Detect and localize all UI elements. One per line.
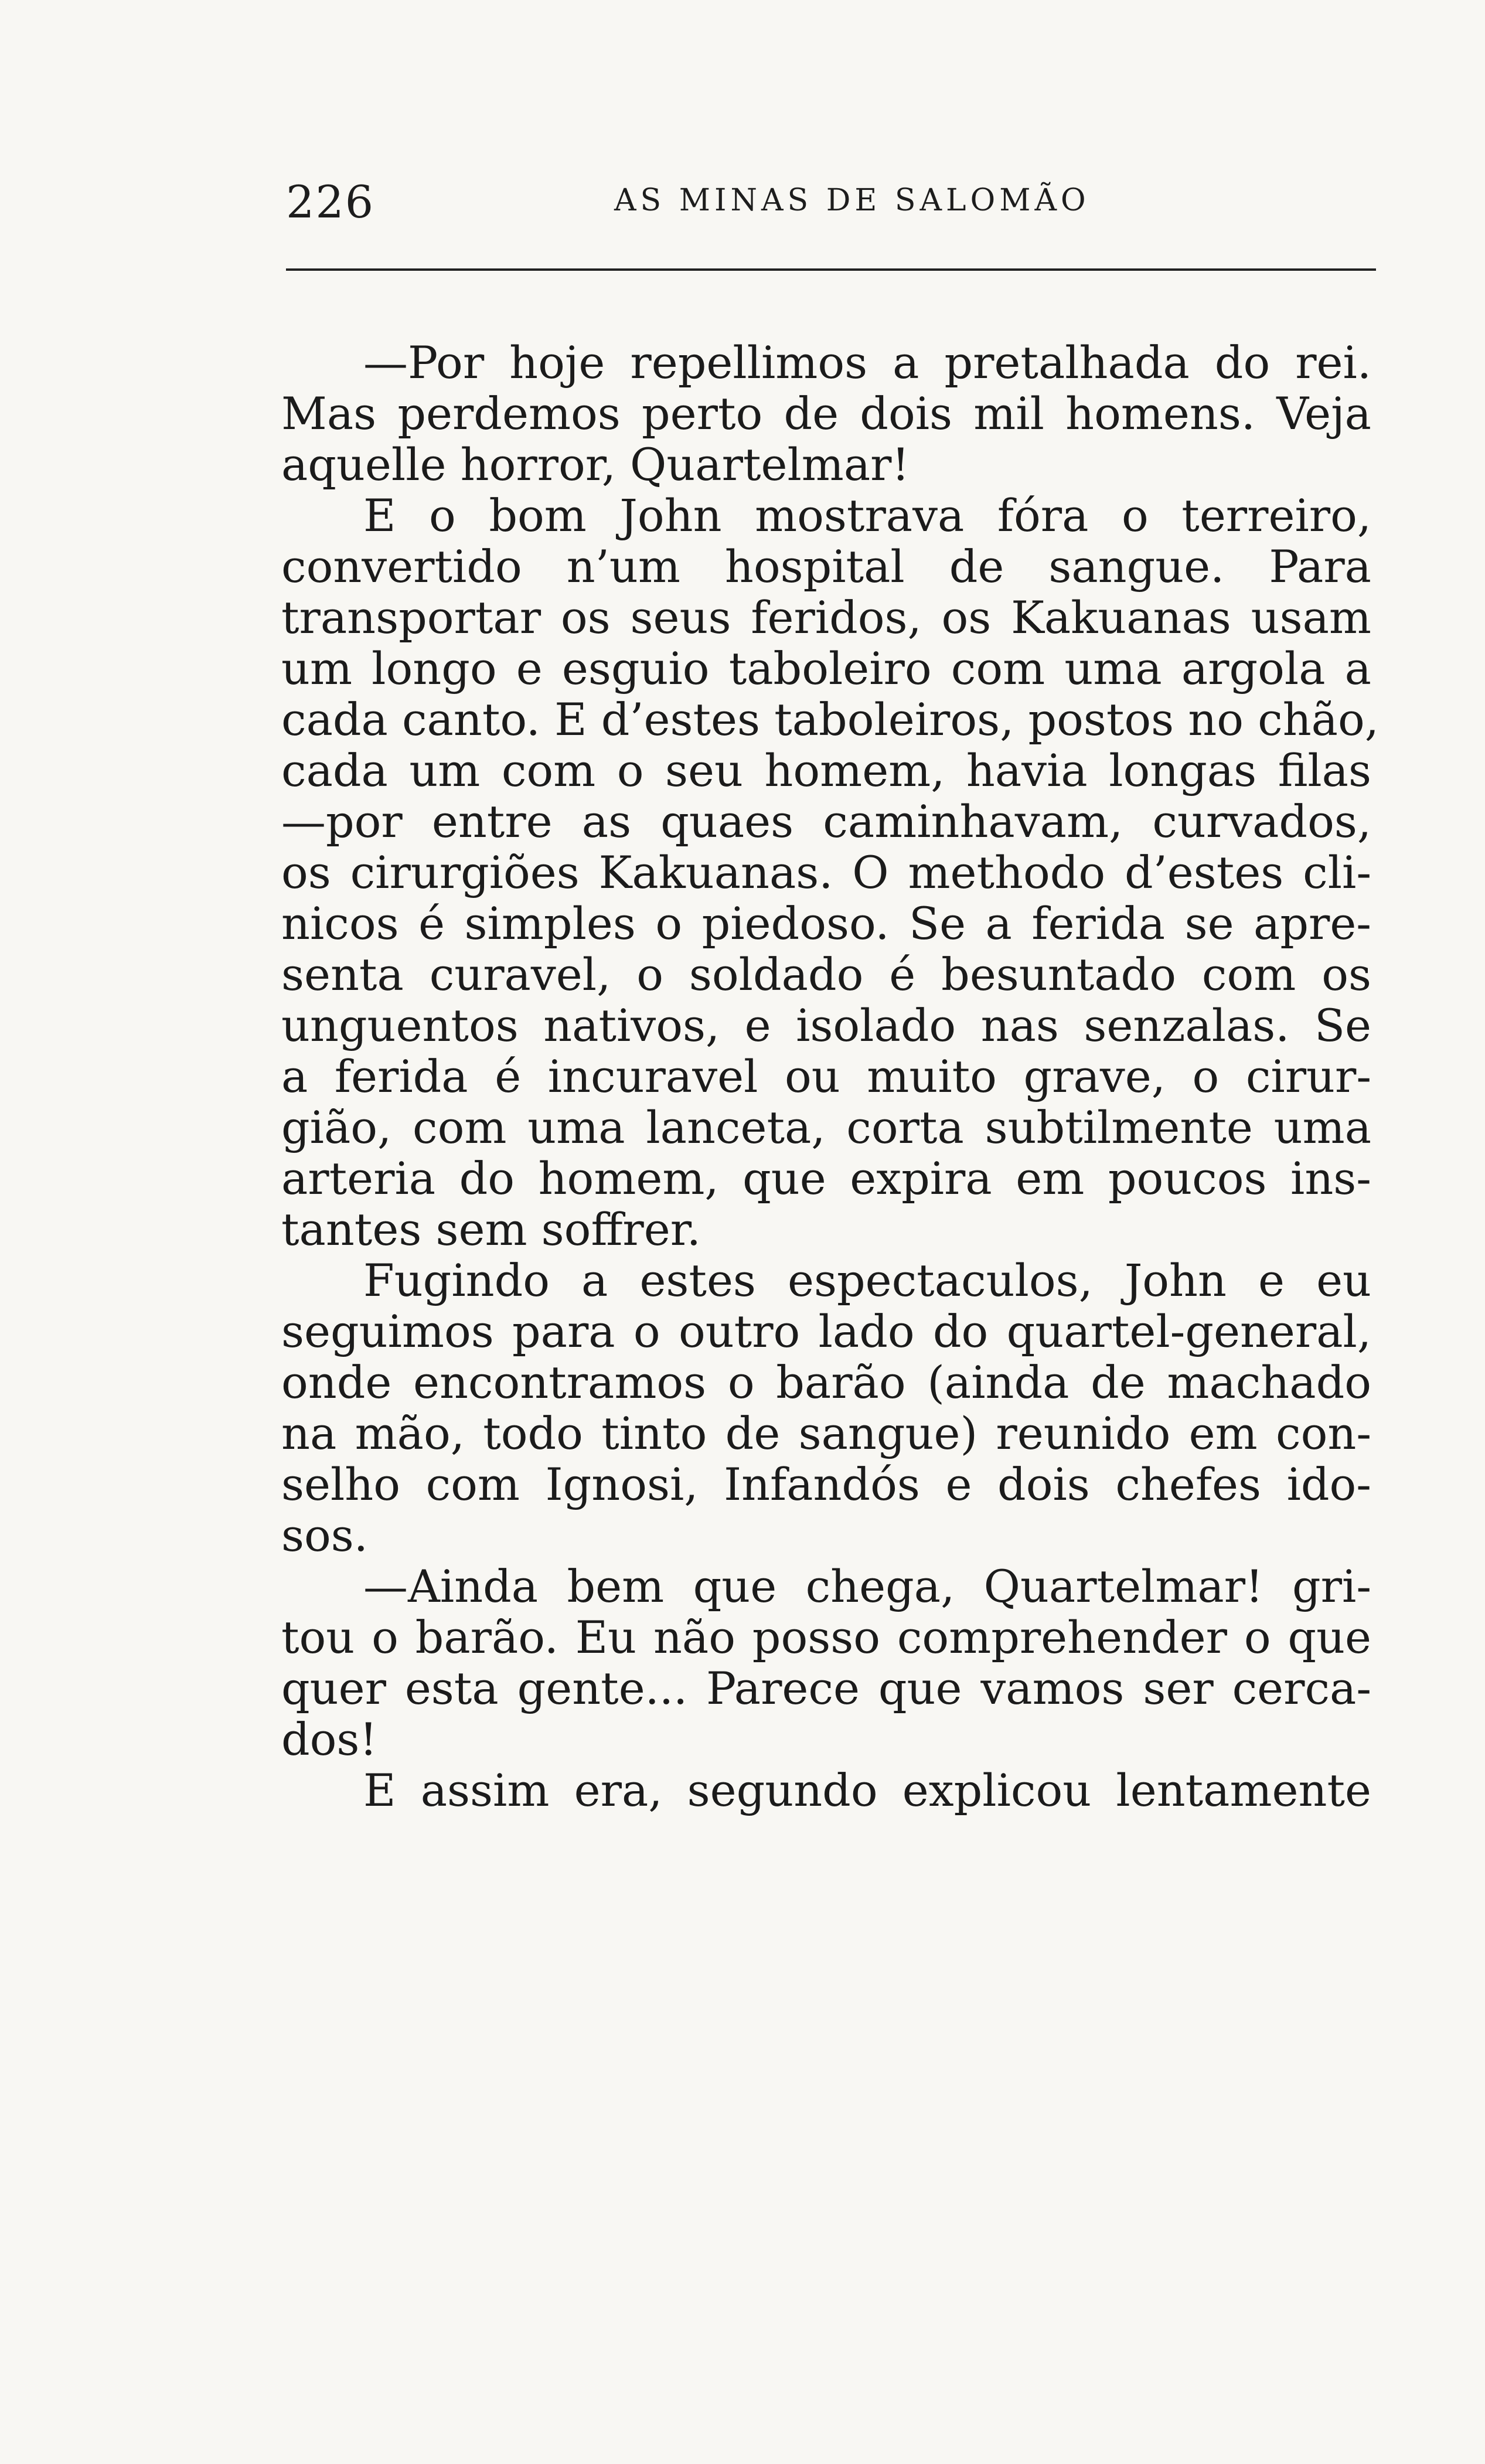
text-line: nicos é simples o piedoso. Se a ferida se apre- bbox=[281, 897, 1371, 949]
page-number: 226 bbox=[286, 176, 375, 228]
text-line: transportar os seus feridos, os Kakuanas usam bbox=[281, 591, 1371, 644]
text-line: a ferida é incuravel ou muito grave, o cirur- bbox=[281, 1050, 1371, 1102]
text-line: —Por hoje repellimos a pretalhada do rei. bbox=[363, 336, 1371, 389]
text-line: E assim era, segundo explicou lentamente bbox=[363, 1764, 1371, 1816]
text-line: cada canto. E d’estes taboleiros, postos no chão, bbox=[281, 693, 1379, 746]
page-header bbox=[286, 176, 1376, 229]
text-line: arteria do homem, que expira em poucos ins- bbox=[281, 1152, 1371, 1204]
text-line: seguimos para o outro lado do quartel-general, bbox=[281, 1305, 1371, 1357]
text-line: —Ainda bem que chega, Quartelmar! gri- bbox=[363, 1560, 1371, 1612]
text-line: na mão, todo tinto de sangue) reunido em con- bbox=[281, 1407, 1371, 1459]
running-title: AS MINAS DE SALOMÃO bbox=[614, 183, 1090, 218]
text-line: cada um com o seu homem, havia longas filas bbox=[281, 744, 1371, 797]
text-line: aquelle horror, Quartelmar! bbox=[281, 438, 910, 491]
text-line: dos! bbox=[281, 1713, 377, 1765]
text-line: senta curavel, o soldado é besuntado com os bbox=[281, 948, 1371, 1000]
text-line: selho com Ignosi, Infandós e dois chefes ido- bbox=[281, 1458, 1371, 1510]
body-text bbox=[281, 336, 1379, 1816]
text-line: um longo e esguio taboleiro com uma argola a bbox=[281, 642, 1371, 695]
text-line: tantes sem soffrer. bbox=[281, 1203, 701, 1255]
text-line: unguentos nativos, e isolado nas senzalas. Se bbox=[281, 999, 1371, 1051]
text-line: convertido n’um hospital de sangue. Para bbox=[281, 540, 1371, 593]
text-line: quer esta gente... Parece que vamos ser cerca- bbox=[281, 1662, 1371, 1714]
text-line: sos. bbox=[281, 1509, 368, 1561]
header-rule bbox=[286, 268, 1376, 271]
text-line: Mas perdemos perto de dois mil homens. Veja bbox=[281, 387, 1371, 440]
text-line: —por entre as quaes caminhavam, curvados, bbox=[281, 795, 1371, 848]
text-line: tou o barão. Eu não posso comprehender o que bbox=[281, 1611, 1371, 1663]
text-line: os cirurgiões Kakuanas. O methodo d’estes cli- bbox=[281, 846, 1371, 899]
text-line: E o bom John mostrava fóra o terreiro, bbox=[363, 489, 1371, 542]
text-line: gião, com uma lanceta, corta subtilmente uma bbox=[281, 1101, 1371, 1153]
text-line: onde encontramos o barão (ainda de machado bbox=[281, 1356, 1371, 1408]
text-line: Fugindo a estes espectaculos, John e eu bbox=[363, 1254, 1371, 1306]
